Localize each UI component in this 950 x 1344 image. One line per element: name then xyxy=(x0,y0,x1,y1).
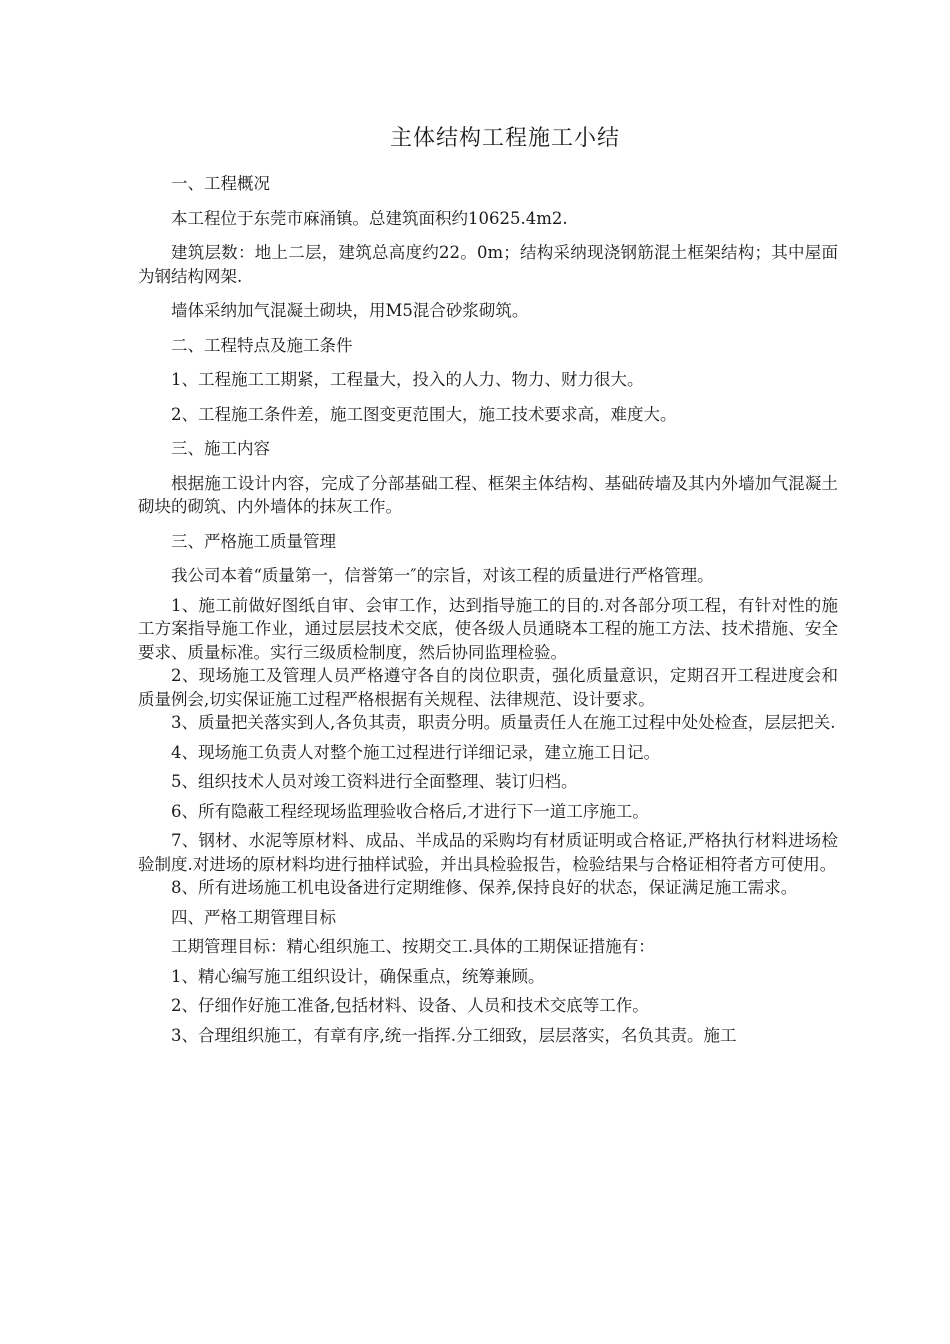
body-paragraph: 1、精心编写施工组织设计，确保重点，统筹兼顾。 xyxy=(171,966,545,986)
body-paragraph: 2、工程施工条件差，施工图变更范围大，施工技术要求高，难度大。 xyxy=(171,404,677,424)
body-paragraph: 我公司本着“质量第一，信誉第一″的宗旨，对该工程的质量进行严格管理。 xyxy=(171,566,714,585)
body-paragraph: 根据施工设计内容，完成了分部基础工程、框架主体结构、基础砖墙及其内外墙加气混凝土砌块的砌筑、内外墙体的抹灰工作。 xyxy=(138,473,838,516)
body-paragraph: 8、所有进场施工机电设备进行定期维修、保养,保持良好的状态，保证满足施工需求。 xyxy=(171,878,798,897)
document-body xyxy=(138,172,838,1047)
body-paragraph: 墙体采纳加气混凝土砌块，用M5混合砂浆砌筑。 xyxy=(171,301,529,320)
body-paragraph: 4、现场施工负责人对整个施工过程进行详细记录，建立施工日记。 xyxy=(171,742,660,762)
body-paragraph: 7、钢材、水泥等原材料、成品、半成品的采购均有材质证明或合格证,严格执行材料进场检验制度.对进场的原材料均进行抽样试验，并出具检验报告，检验结果与合格证相符者方可使用。 xyxy=(138,831,838,874)
body-paragraph: 3、合理组织施工，有章有序,统一指挥.分工细致，层层落实，名负其责。施工 xyxy=(171,1025,737,1045)
body-paragraph: 3、质量把关落实到人,各负其责，职责分明。质量责任人在施工过程中处处检查，层层把关. xyxy=(171,713,836,732)
body-paragraph: 6、所有隐蔽工程经现场监理验收合格后,才进行下一道工序施工。 xyxy=(171,801,649,821)
body-paragraph: 工期管理目标：精心组织施工、按期交工.具体的工期保证措施有： xyxy=(171,937,655,956)
body-paragraph: 1、施工前做好图纸自审、会审工作，达到指导施工的目的.对各部分项工程，有针对性的施工方案指导施工作业，通过层层技术交底，使各级人员通晓本工程的施工方法、技术措施、安全要求、质量标准。实行三级质检制度，然后协同监理检验。 xyxy=(138,595,838,662)
body-paragraph: 5、组织技术人员对竣工资料进行全面整理、装订归档。 xyxy=(171,772,578,791)
section-heading-quality: 三、严格施工质量管理 xyxy=(171,531,336,551)
body-paragraph: 1、工程施工工期紧，工程量大，投入的人力、物力、财力很大。 xyxy=(171,370,644,389)
section-heading-overview: 一、工程概况 xyxy=(171,174,270,193)
body-paragraph: 建筑层数：地上二层，建筑总高度约22。0m；结构采纳现浇钢筋混土框架结构；其中屋面为钢结构网架. xyxy=(138,243,838,286)
body-paragraph: 2、现场施工及管理人员严格遵守各自的岗位职责，强化质量意识，定期召开工程进度会和质量例会,切实保证施工过程严格根据有关规程、法律规范、设计要求。 xyxy=(138,666,838,709)
section-heading-schedule: 四、严格工期管理目标 xyxy=(171,907,336,927)
body-paragraph: 2、仔细作好施工准备,包括材料、设备、人员和技术交底等工作。 xyxy=(171,996,649,1015)
document-title: 主体结构工程施工小结 xyxy=(389,126,620,151)
section-heading-content: 三、施工内容 xyxy=(171,439,270,458)
body-paragraph: 本工程位于东莞市麻涌镇。总建筑面积约10625.4m2. xyxy=(171,208,568,228)
section-heading-features: 二、工程特点及施工条件 xyxy=(171,335,353,355)
